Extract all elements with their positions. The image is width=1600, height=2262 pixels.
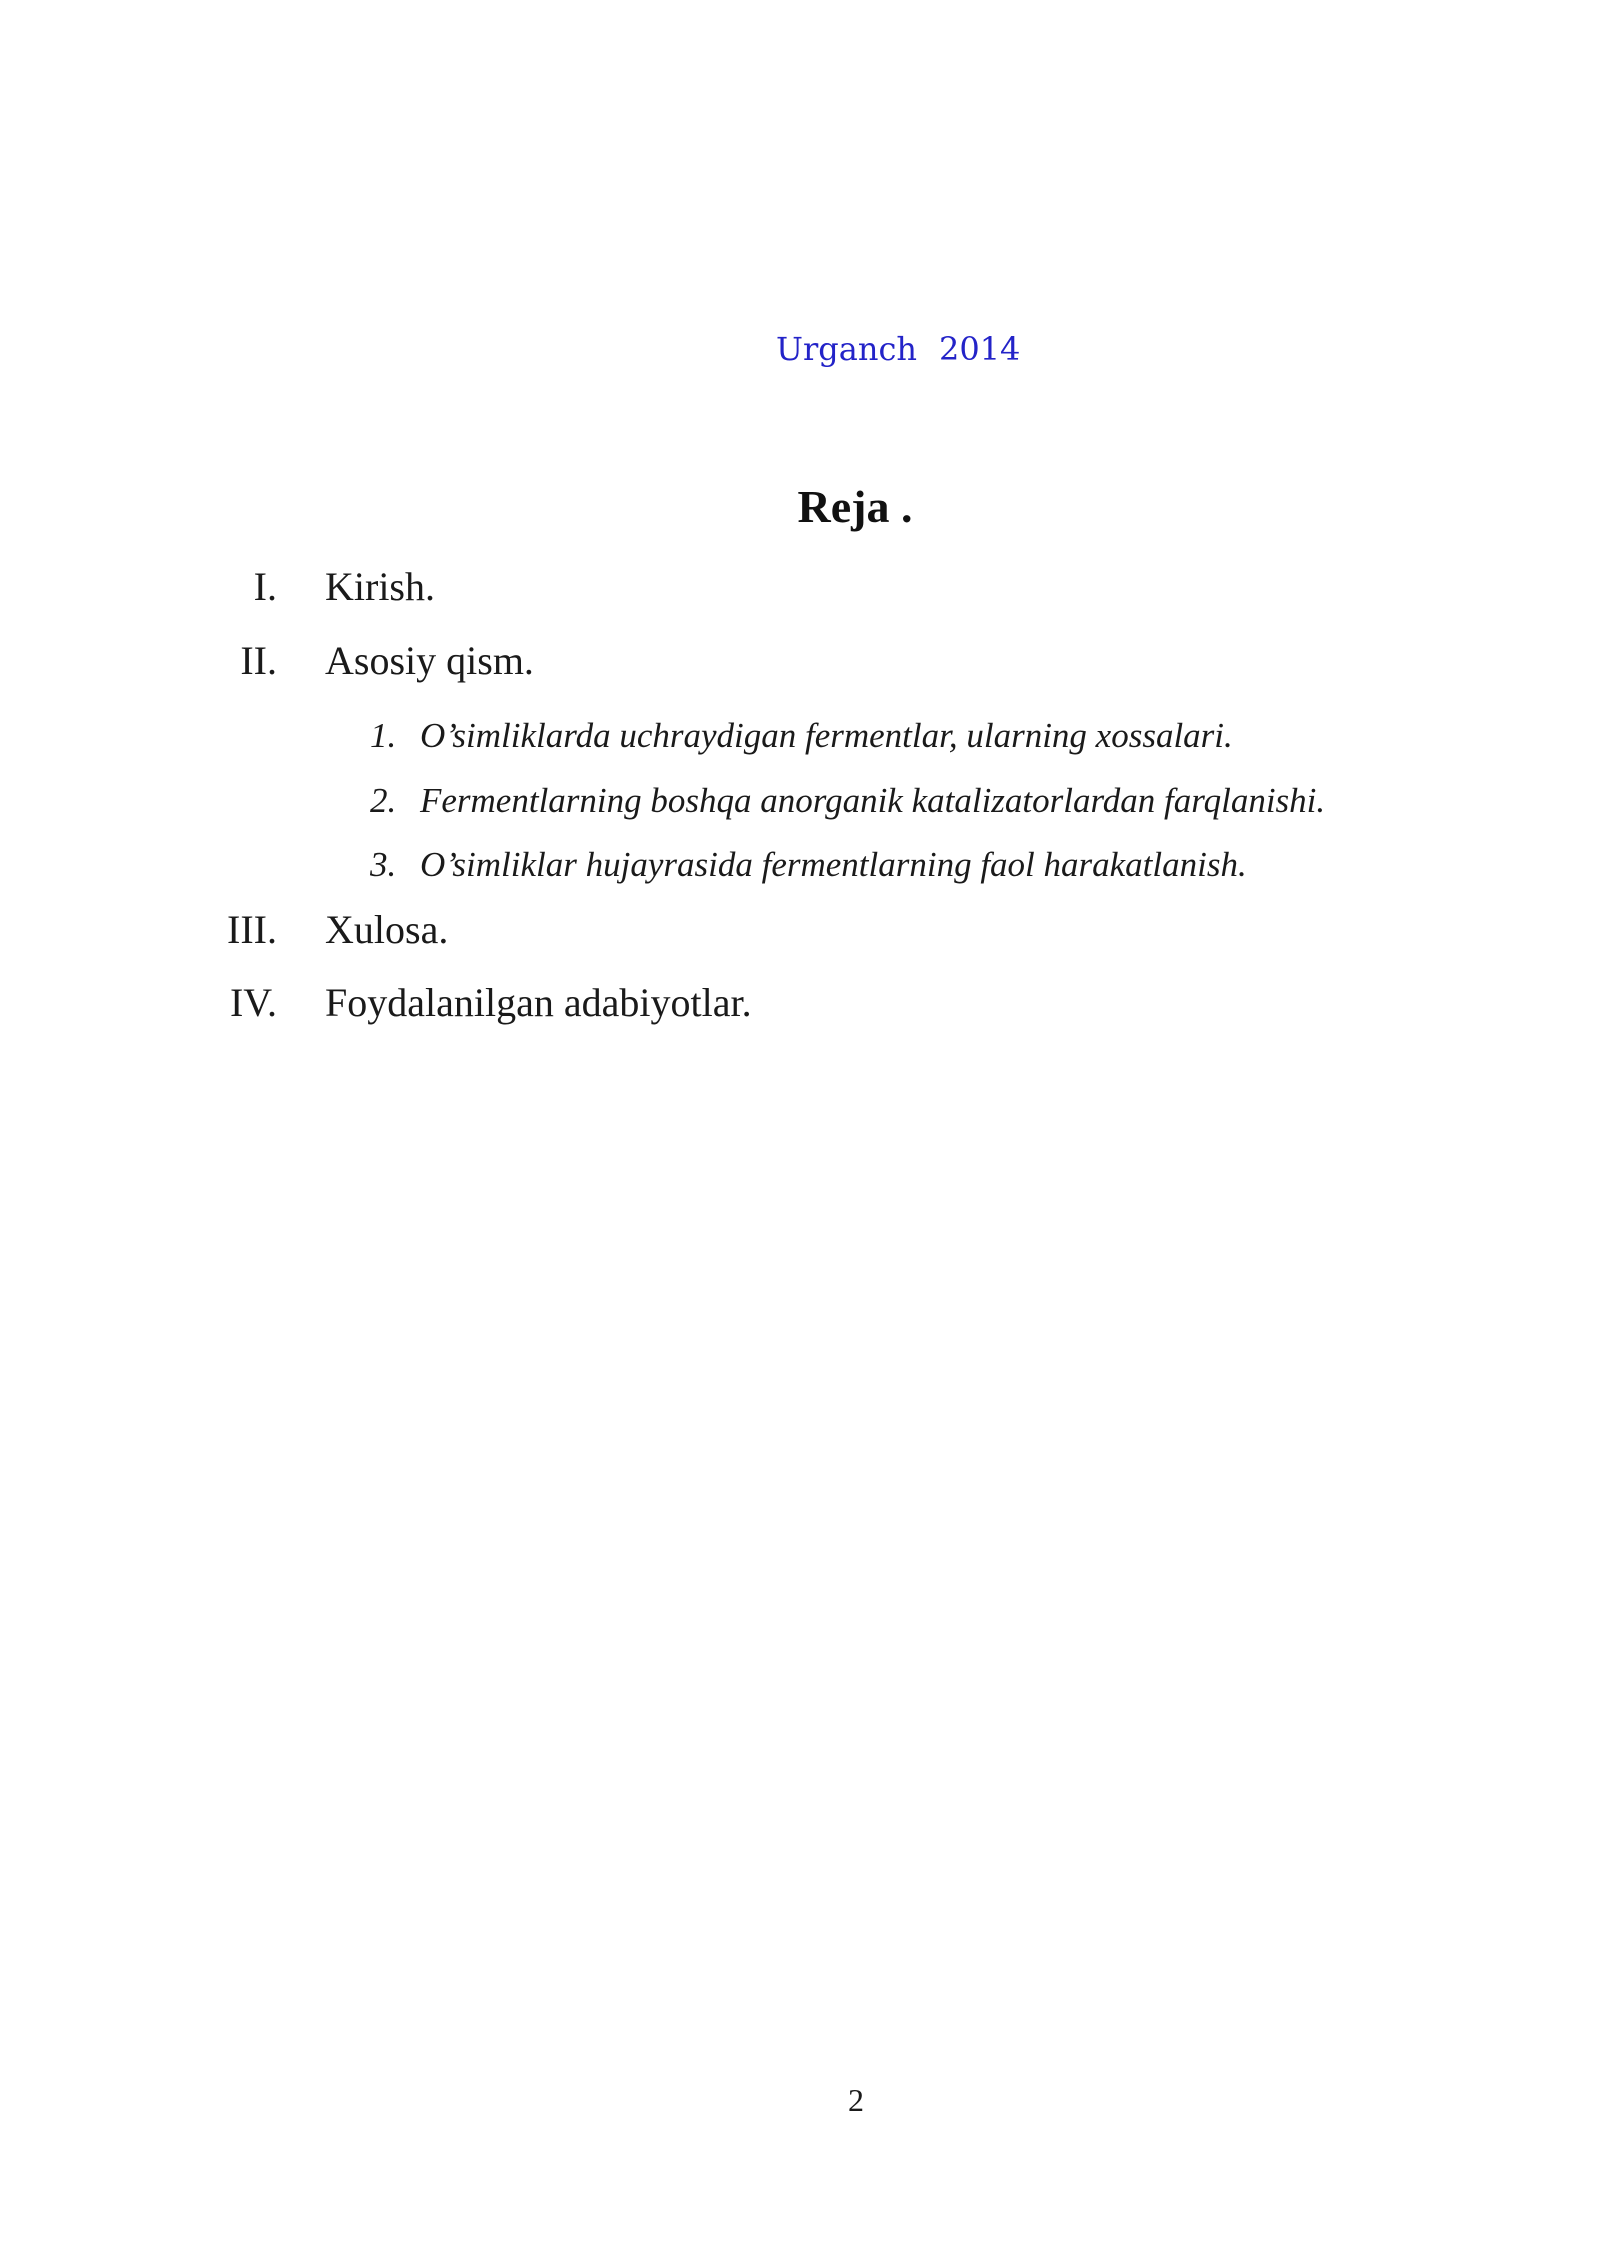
- plan-item-label: Asosiy qism.: [325, 638, 534, 683]
- plan-subitem-label: Fermentlarning boshqa anorganik katalizatorlardan farqlanishi.: [420, 781, 1326, 820]
- plan-item-numeral: III.: [227, 907, 277, 952]
- plan-item-label: Xulosa.: [325, 907, 449, 952]
- header-year: 2014: [938, 330, 1021, 368]
- plan-item-label: Foydalanilgan adabiyotlar.: [325, 980, 752, 1025]
- plan-item-numeral: I.: [253, 564, 277, 609]
- plan-subitem-3: [0, 840, 1600, 890]
- plan-subitem-1: [0, 711, 1600, 761]
- header-place-year: [776, 330, 1020, 368]
- plan-item-numeral: II.: [240, 638, 277, 683]
- header-city: Urganch: [776, 330, 917, 368]
- plan-subitem-label: O’simliklarda uchraydigan fermentlar, ularning xossalari.: [420, 716, 1233, 755]
- plan-subitem-number: 1.: [370, 716, 397, 755]
- plan-item-introduction: [0, 557, 1600, 617]
- plan-item-numeral: IV.: [229, 980, 277, 1025]
- page-number: 2: [848, 2082, 864, 2118]
- plan-title: Reja .: [797, 481, 913, 532]
- plan-subitem-number: 2.: [370, 781, 397, 820]
- plan-item-main-part: [0, 631, 1600, 691]
- plan-subitem-label: O’simliklar hujayrasida fermentlarning faol harakatlanish.: [420, 845, 1247, 884]
- plan-item-label: Kirish.: [325, 564, 435, 609]
- plan-subitem-number: 3.: [370, 845, 397, 884]
- plan-subitem-2: [0, 776, 1600, 826]
- plan-item-references: [0, 973, 1600, 1033]
- plan-item-conclusion: [0, 900, 1600, 960]
